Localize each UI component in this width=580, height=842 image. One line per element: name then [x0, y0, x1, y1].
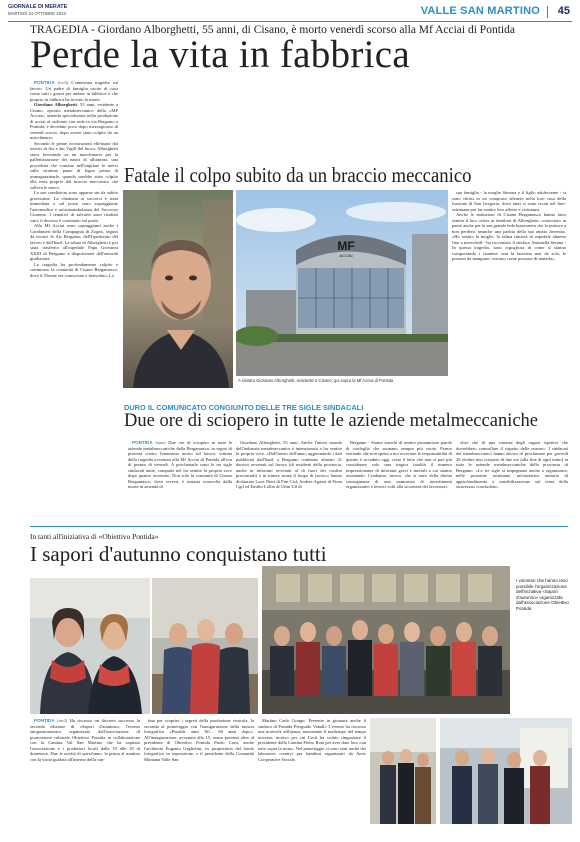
article2-column-1: [128, 440, 232, 520]
article1-kicker: TRAGEDIA - Giordano Alborghetti, 55 anni, di Cisano, è morto venerdì scorso alla Mf Acciai di Pontida: [30, 24, 515, 36]
body-text: tina per scoprire i segreti della produzione vinicola, la seconda al pomeriggio con l'inaugurazione della mostra fotografica «Pontida anni '60... 60 anni dopo». All'inaugurazione, avvenuta alle 15, erano presenti oltre al presidente di Obiettivo Pontida Paolo Corti, anche l'architetto Eugenio Gaglielmi, ex proprietario del fondo fotografico in esposizione, e il presidente della Comunità Montana Valle San: [144, 718, 254, 762]
body-text: Bergamo - Siamo stanchi di sentire pronunciare parole di cordoglio che suonano sempre più vuote. Fermo restando che non spetta a noi accertare le responsabilità di quanto è accaduto oggi, resta il fatto che non si può più considerare solo una tragica fatalità il numero impressionante di infortuni gravi e mortali a cui stiamo assistendo. Crediamo, invece, che si tratti della diretta conseguenza di una mancanza di investimenti organizzativi e tecnici volti alla sicurezza dei lavoratori,: [346, 440, 452, 489]
page-number: 45: [557, 5, 570, 17]
factory-sign: MF: [337, 239, 355, 253]
victim-name: Giordano Alborghetti: [34, 102, 77, 107]
portrait-photo: [123, 190, 233, 388]
body-text: sua famiglia - la moglie Simona e il figlio adolescente - si sono chiusi in un composto silenzio nella loro casa della frazione di San Gregorio, dove tanti si sono recati nel fine-settimana per far sentire loro affetto e vicinanza.: [452, 190, 566, 212]
article1-headline: Perde la vita in fabbrica: [30, 33, 410, 76]
body-text: Secondo le prime ricostruzioni effettuate dai tecnici di Ats e dai Vigili del fuoco, Alborghetti stava lavorando su un macchinario per la pallettizzazione dei nastri di alluminio, una procedura che consiste nell'impilare le merci sulle strutture piane di legno prima di immagazzinarle, quando sarebbe stato colpito alla testa proprio dal braccio meccanico che solleva le merci.: [30, 140, 118, 190]
volunteers-caption: I volontari che hanno reso possibile l'organizzazione dell'iniziativa «Sapori d'autunno» organizzata dall'associazione Obiettivo Pontida: [516, 578, 569, 611]
issue-date: MARTEDÌ 24 OTTOBRE 2023: [8, 11, 66, 16]
section-divider: [30, 526, 568, 527]
event-photo-2: [440, 718, 572, 824]
lead-tag: PONTIDA: [132, 440, 153, 445]
body-text: Giordano Alborghetti, 55 anni. Anche l'intero mondo dell'industria metalmeccanica è intenzionato a far sentire la propria voce. «Dall'inizio dell'anno, aggiornando i dati pubblicati dall'Inail, a Bergamo contiamo almeno 21 decessi avvenuti sul lavoro (di residenti della provincia, anche in infortuni avvenuti al di fuori dei confini provinciali) e in itinere senza il luogo di lavoro» hanno dichiarato Luca Nieri di Fim Cisl, Andrea Agazzi di Fiom Cgil ed Emilio Lollio di Uilm Uil di: [236, 440, 342, 489]
article2-headline: Due ore di sciopero in tutte le aziende metalmeccaniche: [124, 411, 539, 431]
newspaper-name: GIORNALE DI MERATE: [8, 4, 68, 10]
article3-column-2: [144, 718, 254, 822]
body-text: L'ennesima tragedia sul lavoro. Un padre di famiglia uscito di casa come tutti i giorni per andare in fabbrica e che proprio in fabbrica ha trovato la morte.: [30, 80, 118, 102]
article3-column-1: [30, 718, 140, 822]
article1-column-1: [30, 80, 118, 480]
article2-column-2: [236, 440, 342, 520]
article1-column-3: [452, 190, 566, 395]
article2-column-4: [456, 440, 568, 520]
article3-column-3: [258, 718, 366, 822]
article2-column-3: [346, 440, 452, 520]
photo-caption: A sinistra Giordano Alborghetti, residente a Cisano; qui sopra la Mf Acciai di Pontida: [238, 378, 394, 383]
volunteers-photo-2: [152, 578, 258, 714]
event-photo-1: [370, 718, 436, 824]
article2-kicker: DURO IL COMUNICATO CONGIUNTO DELLE TRE SIGLE SINDACALI: [124, 403, 364, 412]
volunteers-photo-1: [30, 578, 150, 714]
body-text: oltre che di una carenza degli organi ispettivi che dovrebbero controllare il rispetto delle norme». I sindacati dei metalmeccanici hanno deciso di proclamare per giovedì 26 ottobre uno sciopero di due ore (alla fine di ogni turno) in tutte le aziende metalmeccaniche della provincia di Bergamo. «Le tre sigle si impegnano anche a organizzare, nelle prossime settimane, un'iniziativa unitaria di approfondimento e sensibilizzazione sul tema della sicurezza» concludono.: [456, 440, 568, 489]
lead-tag: PONTIDA: [34, 80, 55, 85]
masthead: [8, 4, 572, 22]
article1-subhead: Fatale il colpo subito da un braccio meccanico: [124, 163, 472, 187]
lead-town: (ame): [155, 440, 166, 445]
factory-photo: [236, 190, 448, 376]
body-text: Anche le istituzioni di Cisano Bergamasco hanno fatto sentire il loro calore ai familiari di Alborghetti, conosciuto in paese anche per la sua grande fede bianconera che lo portava a non perdersi neanche una partita della sua amata Juventus. «Ho sentito la moglie, la salma rimarrà in ospedale almeno fino a mercoledì - ha raccontato il sindaco Antonella Sesana - In questa tragedia, sono orgogliosa di come si stanno comportando i cisanesi: non la lasciano mai da sola, le portano da mangiare, cercano come possono di aiutarla».: [452, 212, 566, 261]
body-text: Martino Carlo Greppi. Presente in giornata anche il sindaco di Pontida Pierguido Vanalli. L'evento ha riscosso una notevole affluenza, nonostante il maltempo del tempo avverso, motivo per cui Corti ha voluto ringraziare il presidente della Cantina Pietro Rota per aver dato loro «un tetto sopra la testa». Nel pomeriggio ci sono stati anche dei laboratori creativi per bambini organizzati da Aeris Cooperative Sociale.: [258, 718, 366, 762]
body-text: La tragedia ha profondamente colpito e commosso la comunità di Cisano Bergamasco, dove il 55enne era conosciuto e benvoluto. La: [30, 261, 118, 278]
section-title: VALLE SAN MARTINO: [420, 5, 540, 17]
article3-headline: I sapori d'autunno conquistano tutti: [30, 542, 327, 566]
lead-tag: PONTIDA: [34, 718, 55, 723]
body-text: Due ore di sciopero in tutte le aziende metalmeccaniche della Bergamasca, in segno di protesta contro l'ennesimo morto sul lavoro, vittima della tragedia avvenuta alla Mf Acciai di Pontida all'ora di pranzo di venerdì. A proclamarle sono le tre sigle sindacali unite, compatte nel far sentire la propria voce dopo quanto avvenuto. Non solo la comunità di Cisano Bergamasco, dove viveva, è rimasta sconvolta dalla morte in azienda di: [128, 440, 232, 489]
body-text: Le sue condizioni sono apparse sin da subito gravissime. La chiamata ai soccorsi è stata immediata e sul posto sono sopraggiunte l'automedica e un'autoambulanza del Soccorso Cisanese. I tentativi di salvarlo sono risultati vani, il decesso è constatato sul posto.: [30, 190, 118, 223]
article3-kicker: In tanti all'iniziativa di «Obiettivo Pontida»: [30, 532, 159, 541]
body-text: , 55 anni, residente a Cisano, operaio metalmeccanico della «MF Acciai», azienda specializzata nella produzione di acciai al carbonio con sede in via Bergamo a Pontida, è deceduto poco dopo mezzogiorno di venerdì scorso, dopo essere stato colpito da un macchinario.: [30, 102, 118, 140]
lead-town: (rrn3): [57, 718, 68, 723]
exhibition-crowd-photo: [262, 566, 510, 714]
body-text: Ha riscosso un discreto successo la seconda edizione di «Sapori d'autunno», l'evento enogastronomico organizzato dall'associazione di promozione culturale Obiettivo Pontida in collaborazione con la Cantina Val San Martino che ha ospitato l'associazione e i produttori locali dalle 10 alle 18 di domenica. Due le novità di quest'anno: la prima al mattino con la visita guidata all'interno della can-: [30, 718, 140, 762]
factory-sign-sub: ACCIAI: [339, 253, 353, 258]
body-text: Alla Mf Acciai sono sopraggiunti anche i Carabinieri della Compagnia di Zogno, seguiti da tecnici di Ats Bergamo, dell'Ispettorato del lavoro e dell'Inail. La salma di Alborghetti è poi stata trasferita all'ospedale Papa Giovanni XXIII di Bergamo a disposizione dell'autorità giudiziaria.: [30, 223, 118, 261]
lead-town: (tvo3): [57, 80, 69, 85]
masthead-divider: [547, 6, 548, 18]
